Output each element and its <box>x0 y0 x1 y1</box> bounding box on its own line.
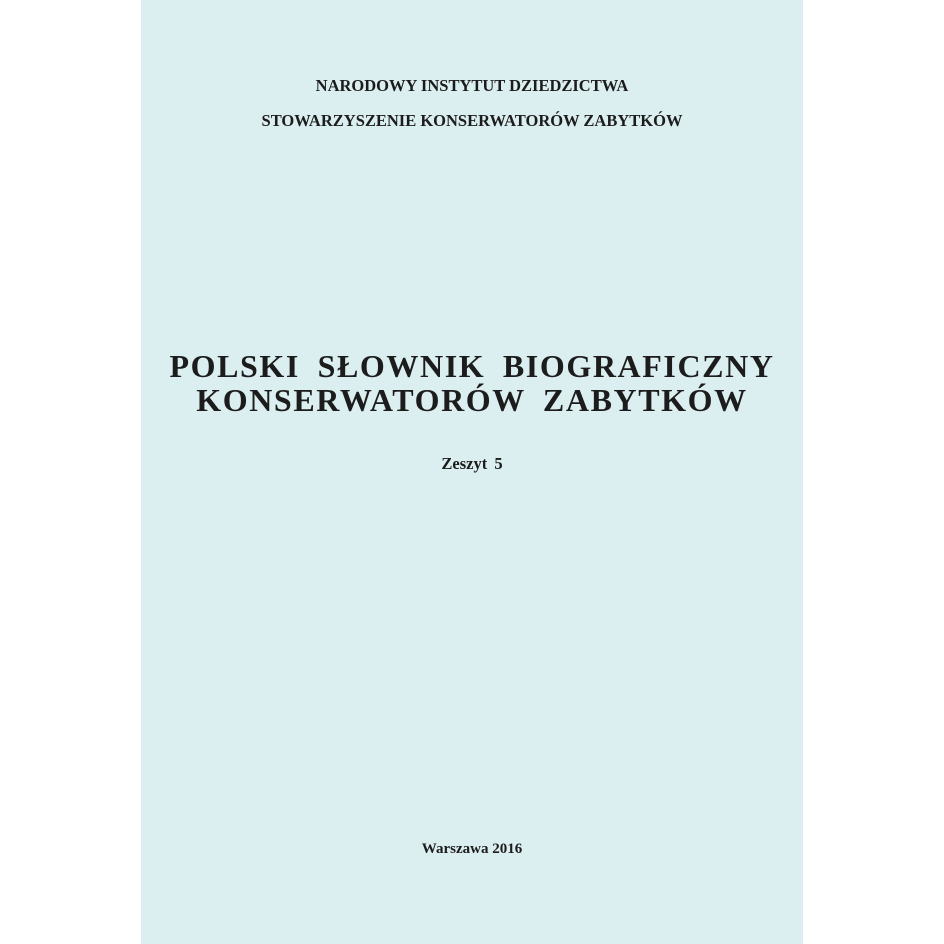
title-line-2: KONSERWATORÓW ZABYTKÓW <box>196 382 748 418</box>
place-and-year: Warszawa 2016 <box>421 841 523 857</box>
institution-name-2: STOWARZYSZENIE KONSERWATORÓW ZABYTKÓW <box>261 111 683 130</box>
institution-name-1: NARODOWY INSTYTUT DZIEDZICTWA <box>315 76 629 95</box>
title-line-1: POLSKI SŁOWNIK BIOGRAFICZNY <box>169 348 775 384</box>
book-cover <box>141 0 803 944</box>
issue-number: Zeszyt 5 <box>441 454 503 473</box>
